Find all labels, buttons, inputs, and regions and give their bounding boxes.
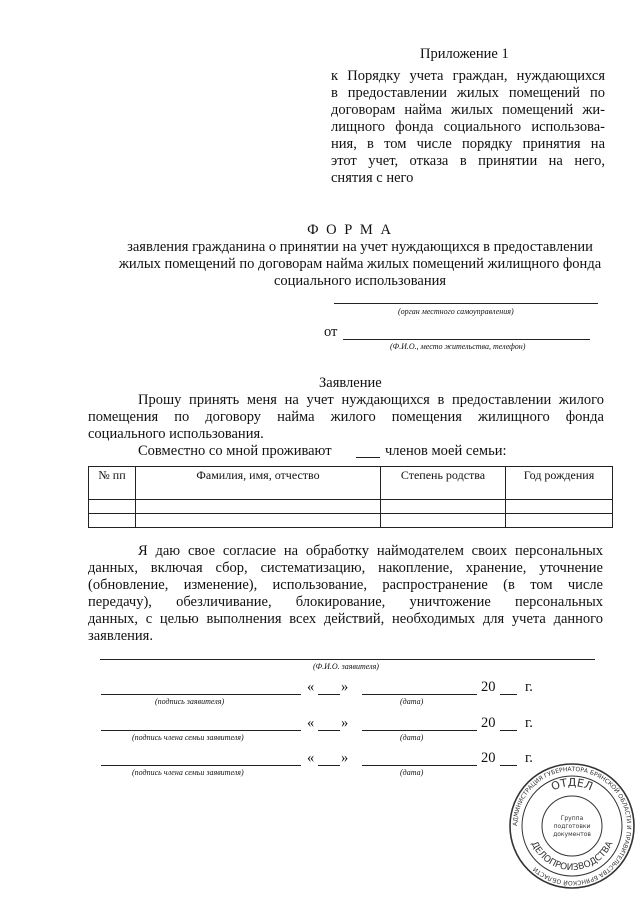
applicant-name-field[interactable] [100, 659, 595, 660]
stamp-center-line: документов [553, 831, 591, 838]
table-header-row [89, 467, 613, 500]
open-quote: « [307, 679, 315, 695]
table-row [89, 514, 613, 528]
consent-line: передачу), обезличивание, блокирование, уничтожение персональных [88, 594, 603, 610]
year-prefix: 20 [481, 715, 496, 731]
consent-line: данных, с целью выполнения всех действий, необходимых для учета данного [88, 611, 603, 627]
signature-caption: (подпись члена семьи заявителя) [132, 768, 244, 777]
official-stamp [508, 762, 636, 890]
date-caption: (дата) [400, 697, 424, 706]
form-subtitle-line: социального использования [273, 273, 447, 289]
statement-title: Заявление [319, 375, 382, 391]
close-quote: » [341, 715, 349, 731]
table-cell[interactable] [136, 514, 381, 528]
stamp-center-line: подготовки [553, 823, 591, 830]
organ-caption: (орган местного самоуправления) [398, 307, 514, 316]
year-suffix: г. [525, 750, 533, 766]
form-subtitle-line: жилых помещений по договорам найма жилых помещений жилищного фонда [118, 256, 602, 272]
family-count-field[interactable] [356, 457, 380, 458]
form-subtitle-line: заявления гражданина о принятии на учет нуждающихся в предоставлении [127, 239, 593, 255]
table-row [89, 500, 613, 514]
from-label: от [324, 324, 338, 340]
year-suffix: г. [525, 715, 533, 731]
day-field[interactable] [318, 765, 340, 766]
date-caption: (дата) [400, 733, 424, 742]
year-suffix: г. [525, 679, 533, 695]
header-relation: Степень родства [381, 467, 506, 500]
consent-line: заявления. [88, 628, 153, 644]
month-field[interactable] [362, 765, 477, 766]
stamp-center-line: Группа [560, 815, 584, 822]
statement-line: помещения по договору найма жилого помещения жилищного фонда [88, 409, 604, 425]
header-birth-year: Год рождения [506, 467, 613, 500]
header-name: Фамилия, имя, отчество [136, 467, 381, 500]
from-caption: (Ф.И.О., место жительства, телефон) [390, 342, 526, 351]
table-cell[interactable] [506, 514, 613, 528]
stamp-outer-text: АДМИНИСТРАЦИЯ ГУБЕРНАТОРА БРЯНСКОЙ ОБЛАСТИ И ПРАВИТЕЛЬСТВА БРЯНСКОЙ ОБЛАСТИ [511, 765, 633, 887]
date-caption: (дата) [400, 768, 424, 777]
year-field[interactable] [500, 730, 517, 731]
form-heading: Ф О Р М А [307, 222, 393, 238]
consent-text [88, 543, 603, 645]
organ-field[interactable] [334, 303, 598, 304]
appendix-line: ния, в том числе порядку принятия на [331, 136, 605, 152]
appendix-line: договорам найма жилых помещений жи- [331, 102, 605, 118]
consent-line: (обновление, изменение), использование, распространение (в том числе [88, 577, 603, 593]
appendix-line: в предоставлении жилых помещений по [331, 85, 605, 101]
cohabit-prefix: Совместно со мной проживают [138, 443, 332, 459]
appendix-text [331, 68, 605, 187]
consent-line: данных, включая сбор, систематизацию, накопление, хранение, уточнение [88, 560, 603, 576]
close-quote: » [341, 750, 349, 766]
month-field[interactable] [362, 694, 477, 695]
stamp-top-text: ОТДЕЛ [549, 775, 595, 794]
family-table [88, 466, 613, 528]
statement-body [88, 392, 604, 443]
month-field[interactable] [362, 730, 477, 731]
table-cell[interactable] [506, 500, 613, 514]
table-cell[interactable] [136, 500, 381, 514]
from-field[interactable] [343, 339, 590, 340]
appendix-title: Приложение 1 [420, 46, 509, 62]
table-cell[interactable] [381, 500, 506, 514]
signature-field[interactable] [101, 730, 301, 731]
consent-line: Я даю свое согласие на обработку наймодателем своих персональных [138, 543, 603, 559]
signature-field[interactable] [101, 694, 301, 695]
svg-text:ОТДЕЛ [549, 776, 594, 793]
year-prefix: 20 [481, 679, 496, 695]
table-cell[interactable] [89, 500, 136, 514]
day-field[interactable] [318, 730, 340, 731]
open-quote: « [307, 750, 315, 766]
signature-caption: (подпись члена семьи заявителя) [132, 733, 244, 742]
appendix-line: к Порядку учета граждан, нуждающихся [331, 68, 605, 84]
appendix-line: лищного фонда социального использова- [331, 119, 605, 135]
year-field[interactable] [500, 694, 517, 695]
appendix-line: этот учет, отказа в принятии на него, [331, 153, 605, 169]
signature-caption: (подпись заявителя) [155, 697, 225, 706]
form-subtitle [60, 239, 640, 290]
table-cell[interactable] [381, 514, 506, 528]
open-quote: « [307, 715, 315, 731]
year-prefix: 20 [481, 750, 496, 766]
applicant-name-caption: (Ф.И.О. заявителя) [313, 662, 379, 671]
day-field[interactable] [318, 694, 340, 695]
cohabit-suffix: членов моей семьи: [385, 443, 507, 459]
appendix-line: снятия с него [331, 170, 414, 186]
table-cell[interactable] [89, 514, 136, 528]
close-quote: » [341, 679, 349, 695]
statement-line: Прошу принять меня на учет нуждающихся в предоставлении жилого [138, 392, 604, 408]
header-number: № пп [89, 467, 136, 500]
stamp-bottom-text: ДЕЛОПРОИЗВОДСТВА [528, 839, 616, 874]
statement-line: социального использования. [88, 426, 264, 442]
signature-field[interactable] [101, 765, 301, 766]
